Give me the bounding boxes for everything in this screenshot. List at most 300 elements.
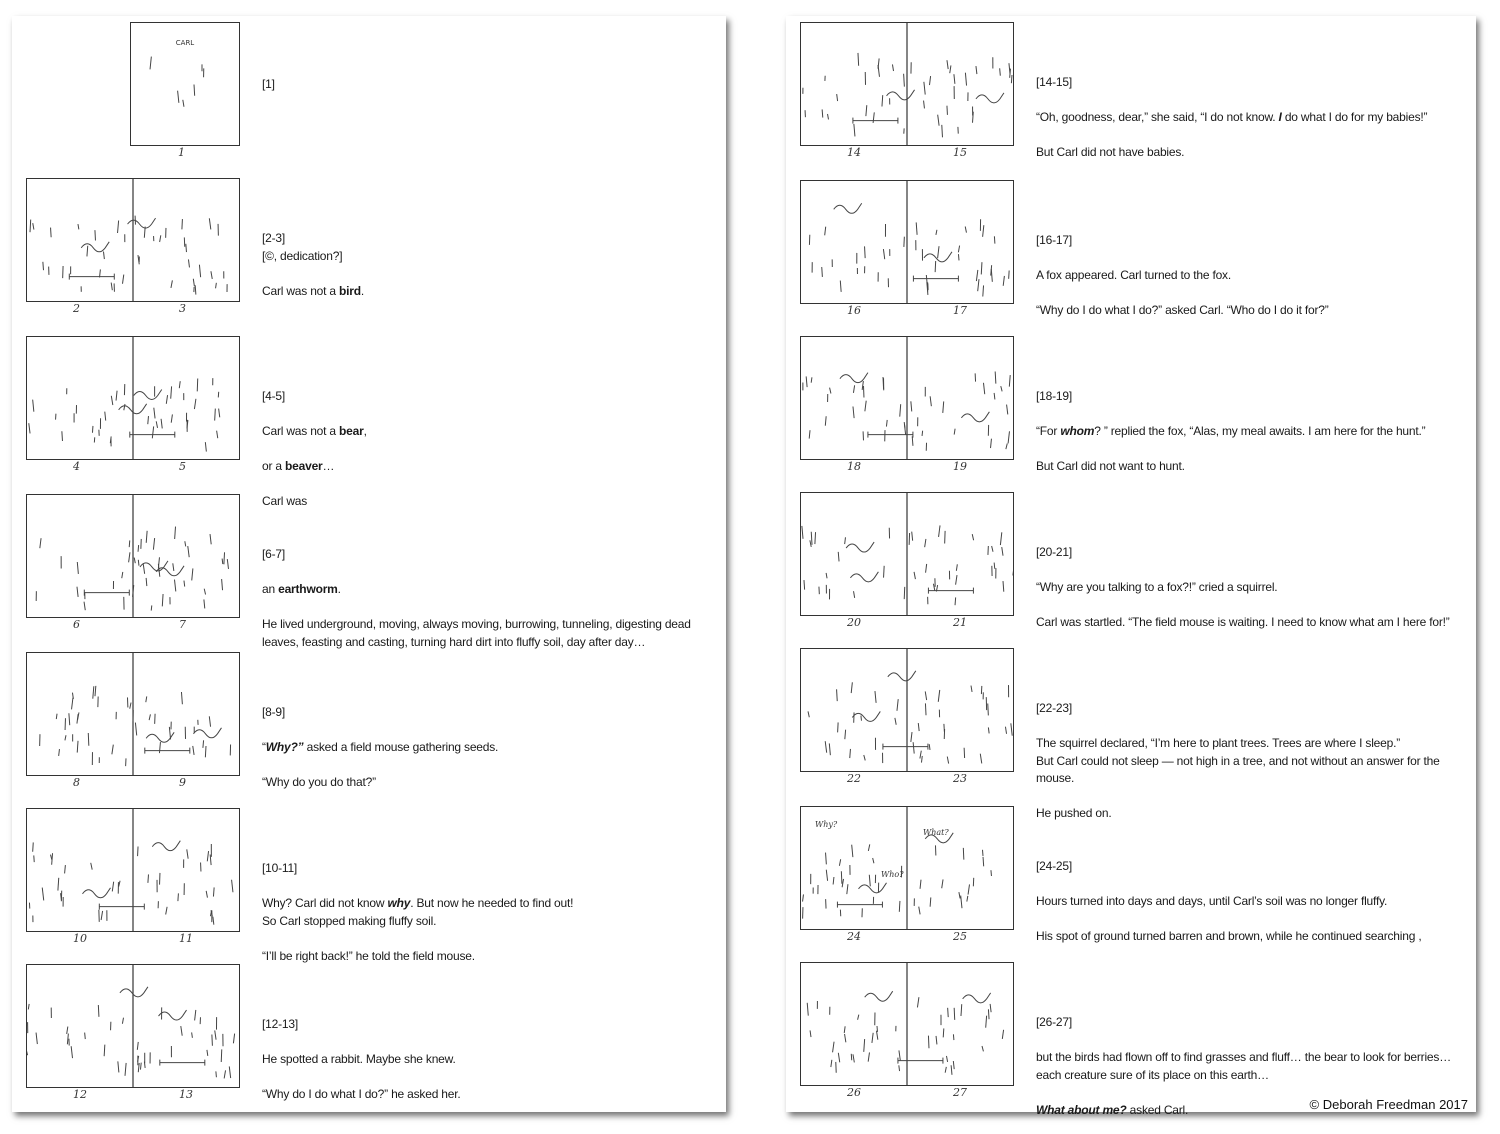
sketch-stroke bbox=[103, 252, 104, 260]
sketch-stroke bbox=[195, 1010, 196, 1020]
sketch-stroke bbox=[913, 742, 914, 753]
sketch-stroke bbox=[138, 1063, 139, 1072]
sketch-stroke bbox=[838, 552, 839, 562]
sketch-drawing bbox=[27, 337, 239, 459]
sketch-stroke bbox=[936, 1036, 937, 1044]
sketch-stroke bbox=[920, 751, 921, 759]
sketch-stroke bbox=[138, 560, 139, 566]
sketch-stroke bbox=[185, 541, 186, 546]
sketch-stroke bbox=[942, 879, 943, 888]
sketch-stroke bbox=[938, 115, 939, 126]
sketch-stroke bbox=[233, 1034, 234, 1044]
manuscript-text bbox=[262, 230, 712, 300]
bold-word: beaver bbox=[285, 459, 323, 473]
sketch-stroke bbox=[143, 564, 144, 574]
storyboard-row bbox=[12, 22, 726, 162]
sketch-stroke bbox=[33, 223, 34, 229]
sketch-stroke bbox=[990, 1004, 991, 1012]
sketch-stroke bbox=[976, 93, 1004, 103]
line-gap bbox=[1036, 876, 1476, 894]
sketch-stroke bbox=[122, 275, 123, 284]
line-gap bbox=[1036, 1032, 1476, 1050]
manuscript-text bbox=[262, 704, 712, 792]
sketch-stroke bbox=[104, 1045, 105, 1057]
text-line: [2-3] bbox=[262, 231, 286, 245]
sketch-stroke bbox=[98, 1005, 99, 1017]
sketch-word: Why? bbox=[815, 820, 838, 829]
sketch-stroke bbox=[195, 285, 196, 294]
sketch-stroke bbox=[954, 1008, 955, 1020]
storyboard-thumbnail bbox=[800, 22, 1014, 146]
sketch-stroke bbox=[1011, 723, 1012, 735]
sketch-stroke bbox=[888, 671, 916, 681]
sketch-stroke bbox=[837, 94, 838, 101]
storyboard-row bbox=[786, 492, 1476, 632]
sketch-stroke bbox=[194, 399, 195, 409]
sketch-stroke bbox=[924, 101, 925, 109]
sketch-stroke bbox=[152, 841, 180, 851]
text-line: “For whom? ” replied the fox, “Alas, my meal awaits. I am here for the hunt.” bbox=[1036, 424, 1426, 438]
sketch-stroke bbox=[112, 882, 113, 892]
storyboard-thumbnail bbox=[26, 808, 240, 932]
text-line: But Carl did not have babies. bbox=[1036, 145, 1185, 159]
text-line: [20-21] bbox=[1036, 545, 1072, 559]
sketch-stroke bbox=[229, 1066, 230, 1078]
sketch-stroke bbox=[216, 283, 217, 288]
sketch-stroke bbox=[95, 686, 96, 696]
sketch-stroke bbox=[930, 897, 931, 906]
sketch-stroke bbox=[58, 878, 59, 891]
sketch-stroke bbox=[72, 698, 73, 710]
sketch-stroke bbox=[111, 396, 112, 405]
sketch-stroke bbox=[904, 587, 905, 599]
line-gap bbox=[1036, 911, 1476, 929]
sketch-stroke bbox=[920, 880, 921, 889]
sketch-drawing bbox=[27, 965, 239, 1087]
sketch-stroke bbox=[67, 1034, 68, 1045]
sketch-stroke bbox=[825, 741, 826, 752]
text-line: but the birds had flown off to find grasses and fluff… the bear to look for berries… bbox=[1036, 1050, 1452, 1064]
sketch-stroke bbox=[162, 594, 163, 606]
page-number: 24 bbox=[847, 930, 861, 943]
sketch-stroke bbox=[845, 537, 846, 544]
sketch-stroke bbox=[988, 1009, 989, 1019]
page-number: 11 bbox=[179, 932, 193, 945]
line-gap bbox=[1036, 285, 1476, 303]
sketch-stroke bbox=[146, 531, 147, 543]
sketch-stroke bbox=[943, 401, 944, 413]
sketch-stroke bbox=[980, 754, 981, 764]
sketch-stroke bbox=[986, 1016, 987, 1028]
sketch-stroke bbox=[232, 880, 233, 892]
line-gap bbox=[262, 476, 712, 494]
sketch-stroke bbox=[988, 727, 989, 733]
sketch-stroke bbox=[212, 1035, 213, 1046]
sketch-stroke bbox=[858, 53, 859, 66]
sketch-stroke bbox=[892, 64, 893, 71]
storyboard-thumbnail bbox=[26, 336, 240, 460]
sketch-stroke bbox=[146, 696, 147, 702]
sketch-stroke bbox=[983, 225, 984, 237]
sketch-stroke bbox=[924, 82, 925, 95]
sketch-stroke bbox=[942, 125, 943, 137]
sketch-word: What? bbox=[923, 828, 949, 837]
sketch-drawing bbox=[801, 963, 1013, 1085]
sketch-stroke bbox=[841, 871, 842, 884]
sketch-stroke bbox=[87, 246, 88, 257]
sketch-stroke bbox=[77, 562, 78, 574]
sketch-stroke bbox=[912, 532, 913, 541]
sketch-stroke bbox=[203, 740, 204, 748]
right-storyboard-sheet bbox=[786, 16, 1476, 1117]
sketch-stroke bbox=[174, 580, 175, 592]
manuscript-text bbox=[262, 1016, 712, 1104]
sketch-stroke bbox=[40, 538, 41, 548]
sketch-stroke bbox=[122, 1018, 123, 1024]
sketch-stroke bbox=[804, 580, 805, 590]
sketch-stroke bbox=[961, 896, 962, 909]
page-number: 21 bbox=[953, 616, 967, 629]
text-line: [12-13] bbox=[262, 1017, 298, 1031]
sketch-stroke bbox=[965, 73, 966, 86]
sketch-stroke bbox=[129, 552, 130, 562]
sketch-drawing bbox=[27, 653, 239, 775]
sketch-stroke bbox=[1007, 405, 1008, 415]
sketch-word: Who? bbox=[881, 870, 904, 879]
sketch-stroke bbox=[1002, 547, 1003, 556]
sketch-stroke bbox=[938, 690, 939, 702]
sketch-stroke bbox=[953, 1061, 954, 1069]
text-line: each creature sure of its place on this earth… bbox=[1036, 1067, 1269, 1082]
text-line: “Oh, goodness, dear,” she said, “I do not know. I do what I do for my babies!” bbox=[1036, 110, 1428, 124]
sketch-stroke bbox=[154, 408, 155, 419]
manuscript-text bbox=[1036, 74, 1476, 162]
sketch-stroke bbox=[933, 584, 934, 591]
sketch-stroke bbox=[994, 393, 995, 399]
sketch-stroke bbox=[895, 718, 896, 725]
sketch-stroke bbox=[188, 259, 189, 267]
copyright-notice: © Deborah Freedman 2017 bbox=[1309, 1097, 1468, 1112]
sketch-stroke bbox=[173, 563, 174, 571]
storyboard-thumbnail bbox=[26, 178, 240, 302]
sketch-stroke bbox=[982, 1046, 983, 1051]
storyboard-thumbnail bbox=[800, 806, 1014, 930]
sketch-stroke bbox=[178, 893, 179, 901]
sketch-stroke bbox=[171, 386, 172, 398]
sketch-stroke bbox=[947, 757, 948, 764]
sketch-stroke bbox=[152, 426, 153, 438]
sketch-stroke bbox=[994, 563, 995, 569]
sketch-stroke bbox=[811, 377, 812, 382]
storyboard-row bbox=[12, 808, 726, 963]
line-gap bbox=[1036, 250, 1476, 268]
line-gap bbox=[262, 564, 712, 582]
page-number: 4 bbox=[73, 460, 80, 473]
sketch-drawing bbox=[27, 495, 239, 617]
sketch-stroke bbox=[178, 91, 179, 103]
sketch-stroke bbox=[866, 105, 867, 116]
sketch-stroke bbox=[194, 85, 195, 96]
text-line: or a beaver… bbox=[262, 459, 335, 473]
text-line: Carl was not a bird. bbox=[262, 283, 365, 298]
page-number: 6 bbox=[73, 618, 80, 631]
page-number: 15 bbox=[953, 146, 967, 159]
sketch-stroke bbox=[148, 416, 149, 424]
sketch-stroke bbox=[948, 1008, 949, 1017]
sketch-stroke bbox=[956, 575, 957, 585]
sketch-stroke bbox=[146, 578, 147, 586]
page-number: 1 bbox=[178, 146, 185, 159]
page-number: 8 bbox=[73, 776, 80, 789]
text-line: an earthworm. bbox=[262, 582, 341, 596]
page-number: 22 bbox=[847, 772, 861, 785]
sketch-stroke bbox=[59, 749, 60, 756]
sketch-stroke bbox=[130, 703, 131, 709]
sketch-stroke bbox=[206, 891, 207, 898]
sketch-stroke bbox=[854, 591, 855, 598]
sketch-stroke bbox=[69, 713, 70, 725]
sketch-stroke bbox=[838, 722, 839, 732]
sketch-stroke bbox=[81, 242, 109, 252]
sketch-stroke bbox=[91, 863, 92, 870]
text-line: “I’ll be right back!” he told the field mouse. bbox=[262, 948, 475, 963]
storyboard-thumbnail bbox=[800, 336, 1014, 460]
sketch-stroke bbox=[209, 716, 210, 726]
sketch-stroke bbox=[864, 755, 865, 760]
sketch-stroke bbox=[808, 711, 809, 717]
sketch-stroke bbox=[833, 877, 834, 885]
text-line: “Why?” asked a field mouse gathering seeds. bbox=[262, 740, 499, 754]
page-number: 18 bbox=[847, 460, 861, 473]
sketch-stroke bbox=[826, 853, 827, 865]
text-line: [18-19] bbox=[1036, 389, 1072, 403]
sketch-stroke bbox=[148, 874, 149, 882]
page-number: 19 bbox=[953, 460, 967, 473]
sketch-stroke bbox=[914, 572, 915, 579]
text-line: leaves, feasting and casting, turning hard dirt into fluffy soil, day after day… bbox=[262, 634, 646, 649]
sketch-stroke bbox=[161, 419, 162, 429]
sketch-stroke bbox=[207, 1050, 208, 1056]
line-gap bbox=[1036, 406, 1476, 424]
storyboard-row bbox=[12, 336, 726, 508]
sketch-stroke bbox=[192, 1032, 193, 1037]
sketch-stroke bbox=[887, 90, 915, 100]
sketch-stroke bbox=[116, 391, 117, 401]
line-gap bbox=[1036, 788, 1476, 806]
sketch-stroke bbox=[837, 689, 838, 701]
sketch-stroke bbox=[217, 431, 218, 438]
sketch-stroke bbox=[806, 376, 807, 387]
sketch-stroke bbox=[140, 1063, 141, 1070]
bold-italic-word: Why?” bbox=[265, 740, 304, 754]
sketch-stroke bbox=[976, 270, 977, 281]
storyboard-row bbox=[786, 806, 1476, 946]
sketch-stroke bbox=[878, 65, 879, 77]
sketch-stroke bbox=[137, 1042, 138, 1050]
sketch-stroke bbox=[1003, 581, 1004, 592]
sketch-stroke bbox=[971, 686, 972, 692]
sketch-stroke bbox=[904, 424, 905, 434]
page-number: 23 bbox=[953, 772, 967, 785]
sketch-stroke bbox=[1000, 532, 1001, 545]
sketch-stroke bbox=[850, 572, 878, 582]
sketch-stroke bbox=[219, 409, 220, 418]
text-line: [26-27] bbox=[1036, 1015, 1072, 1029]
sketch-stroke bbox=[983, 857, 984, 866]
storyboard-row bbox=[12, 178, 726, 318]
line-gap bbox=[262, 441, 712, 459]
sketch-stroke bbox=[852, 845, 853, 857]
manuscript-text bbox=[1036, 858, 1476, 946]
sketch-stroke bbox=[983, 285, 984, 296]
text-line: [22-23] bbox=[1036, 701, 1072, 715]
page-number: 27 bbox=[953, 1086, 967, 1099]
line-gap bbox=[1036, 127, 1476, 145]
sketch-stroke bbox=[884, 566, 885, 578]
storyboard-row bbox=[12, 652, 726, 792]
sketch-stroke bbox=[865, 401, 866, 412]
sketch-stroke bbox=[943, 1028, 944, 1037]
sketch-stroke bbox=[911, 732, 912, 742]
text-line: A fox appeared. Carl turned to the fox. bbox=[1036, 268, 1231, 282]
sketch-stroke bbox=[1006, 444, 1007, 450]
sketch-stroke bbox=[956, 564, 957, 570]
sketch-stroke bbox=[991, 439, 992, 448]
sketch-stroke bbox=[978, 279, 979, 291]
sketch-stroke bbox=[967, 896, 968, 902]
sketch-stroke bbox=[221, 1049, 222, 1062]
sketch-stroke bbox=[193, 728, 221, 738]
page-number: 10 bbox=[73, 932, 87, 945]
line-gap bbox=[1036, 718, 1476, 736]
sketch-stroke bbox=[156, 421, 157, 428]
sketch-stroke bbox=[988, 703, 989, 715]
sketch-drawing bbox=[27, 809, 239, 931]
bold-italic-word: I bbox=[1278, 110, 1282, 124]
storyboard-row bbox=[786, 180, 1476, 320]
sketch-stroke bbox=[184, 581, 185, 587]
sketch-stroke bbox=[839, 859, 840, 866]
text-line: So Carl stopped making fluffy soil. bbox=[262, 913, 437, 928]
sketch-stroke bbox=[834, 203, 862, 213]
sketch-stroke bbox=[51, 228, 52, 238]
text-line: What about me? asked Carl. bbox=[1036, 1102, 1189, 1117]
text-line: “Why do you do that?” bbox=[262, 775, 376, 789]
sketch-stroke bbox=[183, 100, 184, 107]
sketch-stroke bbox=[199, 265, 200, 277]
sketch-stroke bbox=[853, 385, 854, 393]
page-number: 12 bbox=[73, 1088, 87, 1101]
sketch-stroke bbox=[77, 741, 78, 753]
sketch-stroke bbox=[128, 218, 156, 228]
sketch-stroke bbox=[209, 218, 210, 229]
sketch-stroke bbox=[1009, 270, 1010, 278]
text-line: But Carl did not want to hunt. bbox=[1036, 459, 1185, 473]
sketch-stroke bbox=[868, 1052, 869, 1061]
sketch-stroke bbox=[981, 262, 982, 274]
page-number: 5 bbox=[179, 460, 186, 473]
sketch-drawing bbox=[801, 807, 1013, 929]
manuscript-text bbox=[262, 76, 712, 94]
line-gap bbox=[262, 757, 712, 775]
sketch-stroke bbox=[50, 855, 51, 860]
sketch-stroke bbox=[947, 60, 948, 69]
sketch-stroke bbox=[875, 691, 876, 703]
storyboard-thumbnail bbox=[26, 964, 240, 1088]
sketch-stroke bbox=[36, 1033, 37, 1044]
page-number: 9 bbox=[179, 776, 186, 789]
sketch-stroke bbox=[811, 532, 812, 545]
bold-italic-word: why bbox=[387, 896, 411, 910]
sketch-stroke bbox=[883, 377, 884, 389]
page-number: 25 bbox=[953, 930, 967, 943]
storyboard-thumbnail bbox=[800, 492, 1014, 616]
sketch-stroke bbox=[153, 538, 154, 550]
sketch-drawing bbox=[801, 337, 1013, 459]
sketch-stroke bbox=[922, 431, 923, 436]
text-line: Why? Carl did not know why. But now he needed to find out! bbox=[262, 896, 574, 910]
sketch-stroke bbox=[826, 870, 827, 881]
sketch-stroke bbox=[928, 1036, 929, 1049]
sketch-stroke bbox=[815, 532, 816, 544]
manuscript-text bbox=[262, 546, 712, 651]
sketch-stroke bbox=[193, 746, 194, 755]
text-line: The squirrel declared, “I’m here to plant trees. Trees are where I sleep.” bbox=[1036, 736, 1401, 750]
sketch-stroke bbox=[831, 1060, 832, 1067]
sketch-stroke bbox=[150, 57, 151, 70]
sketch-stroke bbox=[224, 1070, 225, 1078]
sketch-stroke bbox=[951, 1065, 952, 1075]
sketch-stroke bbox=[1000, 68, 1001, 75]
line-gap bbox=[1036, 92, 1476, 110]
sketch-stroke bbox=[982, 850, 983, 856]
sketch-stroke bbox=[43, 262, 44, 270]
page-number: 17 bbox=[953, 304, 967, 317]
sketch-stroke bbox=[830, 388, 831, 394]
sketch-stroke bbox=[852, 711, 880, 721]
sketch-stroke bbox=[65, 865, 66, 873]
text-line: [16-17] bbox=[1036, 233, 1072, 247]
sketch-stroke bbox=[847, 884, 848, 894]
sketch-stroke bbox=[976, 66, 977, 74]
page-number: 16 bbox=[847, 304, 861, 317]
sketch-stroke bbox=[868, 844, 869, 851]
sketch-stroke bbox=[30, 220, 31, 233]
line-gap bbox=[262, 878, 712, 896]
sketch-stroke bbox=[916, 222, 917, 234]
sketch-stroke bbox=[210, 534, 211, 544]
storyboard-thumbnail bbox=[130, 22, 240, 146]
text-line: “Why are you talking to a fox?!” cried a squirrel. bbox=[1036, 580, 1278, 594]
sketch-stroke bbox=[840, 281, 841, 292]
sketch-stroke bbox=[882, 95, 883, 106]
sketch-stroke bbox=[125, 1063, 126, 1076]
sketch-stroke bbox=[853, 1054, 854, 1062]
sketch-stroke bbox=[963, 848, 964, 860]
sketch-stroke bbox=[925, 539, 926, 547]
sketch-stroke bbox=[963, 993, 991, 1003]
text-line: “Why do I do what I do?” asked Carl. “Who do I do it for?” bbox=[1036, 303, 1329, 317]
sketch-stroke bbox=[845, 1034, 846, 1042]
sketch-stroke bbox=[900, 404, 901, 416]
sketch-stroke bbox=[187, 849, 188, 858]
text-line: [24-25] bbox=[1036, 859, 1072, 873]
sketch-stroke bbox=[118, 1061, 119, 1072]
sketch-stroke bbox=[858, 1015, 859, 1020]
sketch-stroke bbox=[27, 1049, 28, 1055]
sketch-stroke bbox=[171, 280, 172, 288]
sketch-stroke bbox=[122, 572, 123, 578]
